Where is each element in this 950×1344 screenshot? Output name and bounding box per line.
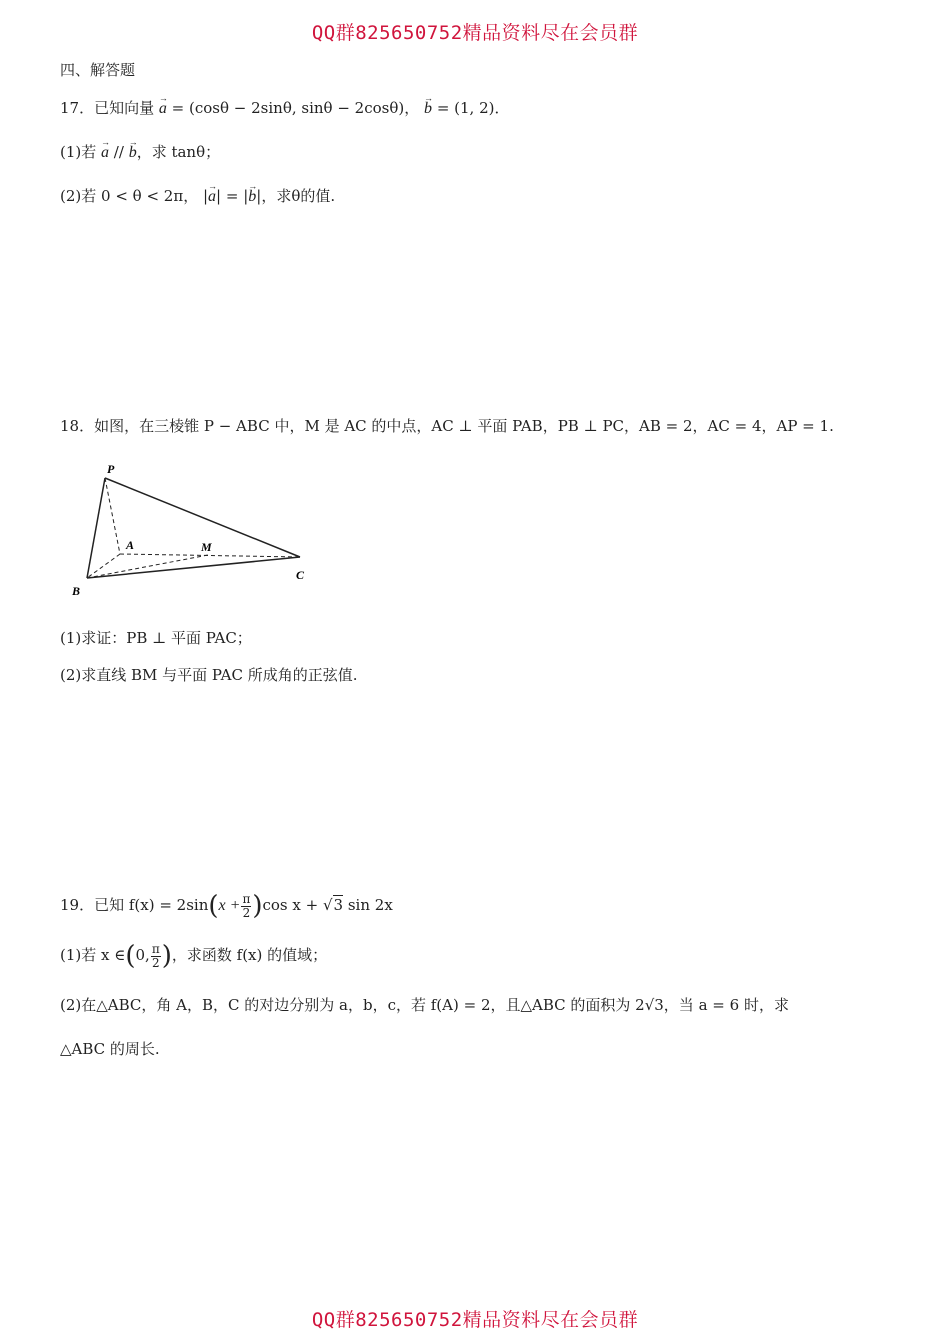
q17-a-def: = (cosθ − 2sinθ, sinθ − 2cosθ) <box>171 99 405 117</box>
abs-b: |→ b| <box>243 187 261 205</box>
q17-p2-eq: = <box>221 187 244 205</box>
q19-part1: (1)若 x ∈(0, $\frac{\pi}{2}$ )，求函数 f(x) 的值域； <box>60 941 328 971</box>
q17-b-def: = (1, 2) <box>436 99 495 117</box>
vector-b: → b <box>129 143 137 163</box>
q17-p1-suffix: ，求 tanθ； <box>136 143 221 161</box>
pyramid-figure <box>60 458 320 603</box>
q17-sep: ， <box>404 99 420 117</box>
q17-p2-suffix: ，求θ的值. <box>261 187 336 205</box>
edge-bc <box>87 557 300 578</box>
label-m: M <box>201 540 212 554</box>
label-p: P <box>107 462 115 476</box>
label-b: B <box>72 584 81 598</box>
q17-number: 17． <box>60 99 95 117</box>
footer-watermark: QQ群825650752精品资料尽在会员群 <box>311 1309 639 1331</box>
q19-tail: cos x + <box>262 896 323 914</box>
q18-part2: (2)求直线 BM 与平面 PAC 所成角的正弦值. <box>60 666 358 684</box>
q19-p1-suffix: ，求函数 f(x) 的值域； <box>171 946 328 964</box>
q18-text: 如图，在三棱锥 P − ABC 中，M 是 AC 的中点，AC ⊥ 平面 PAB，PB ⊥ PC，AB = 2，AC = 4，AP = 1. <box>94 417 834 435</box>
section-title: 四、解答题 <box>60 61 136 79</box>
q18-number: 18． <box>60 417 95 435</box>
q19-inner: x + <box>218 897 241 914</box>
header-watermark: QQ群825650752精品资料尽在会员群 <box>311 22 639 44</box>
vector-a: → a <box>101 143 109 163</box>
edge-pb <box>87 478 105 578</box>
q19-tail2: sin 2x <box>343 896 393 914</box>
vector-a: → a <box>159 99 167 119</box>
q19-stem: 19．已知 f(x) = 2sin(x + $\frac{\pi}{2}$ )cos x + √3 sin 2x <box>60 891 393 921</box>
q17-intro: 已知向量 <box>94 99 155 117</box>
q19-p1-zero: 0, <box>135 946 150 964</box>
q17-stem <box>60 98 510 119</box>
label-c: C <box>296 568 305 582</box>
edge-bm <box>87 555 208 578</box>
q17-end: ． <box>494 99 510 117</box>
edge-ac <box>120 554 300 557</box>
q17-part1 <box>60 142 220 163</box>
q19-p1-prefix: (1)若 x ∈ <box>60 946 126 964</box>
label-a: A <box>126 538 135 552</box>
q19-number: 19． <box>60 896 95 914</box>
q18-part1: (1)求证：PB ⊥ 平面 PAC； <box>60 629 252 647</box>
abs-a: |→ a| <box>203 187 221 205</box>
q17-p2-prefix: (2)若 0 < θ < 2π， <box>60 187 199 205</box>
q18-stem <box>60 416 834 436</box>
q19-intro: 已知 f(x) = 2sin <box>94 896 209 914</box>
q17-part2 <box>60 186 335 207</box>
q17-p1-rel: // <box>109 143 129 161</box>
q19-part2-line2: △ABC 的周长. <box>60 1040 160 1058</box>
edge-pa <box>105 478 120 554</box>
vector-b: → b <box>424 99 432 119</box>
sqrt-3: 3 <box>333 896 344 914</box>
q19-part2-line1: (2)在△ABC，角 A，B，C 的对边分别为 a，b，c，若 f(A) = 2，且△ABC 的面积为 2√3，当 a = 6 时，求 <box>60 996 789 1014</box>
pi-over-2: $\frac{\pi}{2}$ <box>242 891 251 920</box>
pi-over-2: $\frac{\pi}{2}$ <box>151 941 160 970</box>
q17-p1-prefix: (1)若 <box>60 143 97 161</box>
